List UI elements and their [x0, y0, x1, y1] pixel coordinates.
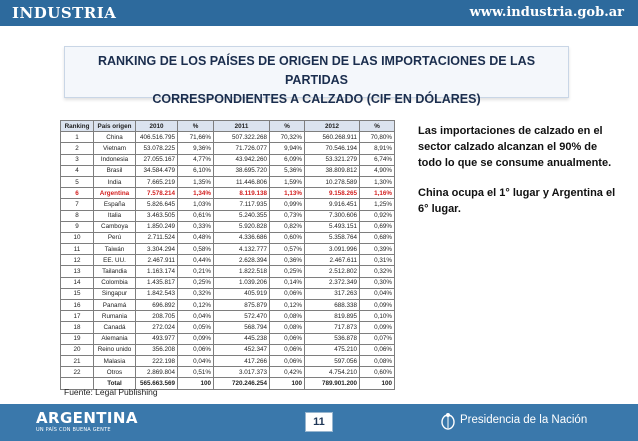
table-cell: 1.822.518: [214, 266, 270, 277]
total-cell: Total: [94, 378, 136, 389]
table-cell: 7.300.606: [305, 210, 360, 221]
table-cell: 8: [61, 210, 94, 221]
summary-paragraph-1: Las importaciones de calzado en el sector calzado alcanzan el 90% de todo lo que se consume anualmente.: [418, 125, 612, 169]
table-row: [61, 255, 395, 266]
table-cell: 475.210: [305, 344, 360, 355]
table-cell: 6,09%: [270, 154, 305, 165]
table-cell: 0,32%: [360, 266, 395, 277]
table-row: [61, 300, 395, 311]
table-cell: 0,42%: [270, 367, 305, 378]
table-cell: Indonesia: [94, 154, 136, 165]
table-cell: 493.977: [136, 333, 178, 344]
table-cell: 2.467.911: [136, 255, 178, 266]
table-cell: Tailandia: [94, 266, 136, 277]
table-cell: 0,25%: [178, 277, 214, 288]
table-cell: 560.268.911: [305, 132, 360, 143]
total-cell: 720.246.254: [214, 378, 270, 389]
total-cell: 100: [178, 378, 214, 389]
table-cell: 9.916.451: [305, 199, 360, 210]
table-cell: 417.266: [214, 355, 270, 366]
table-cell: 2.467.611: [305, 255, 360, 266]
table-cell: 507.322.268: [214, 132, 270, 143]
col-2012: 2012: [305, 121, 360, 132]
table-cell: 1,35%: [178, 176, 214, 187]
table-cell: España: [94, 199, 136, 210]
table-cell: 0,30%: [360, 277, 395, 288]
col-2010: 2010: [136, 121, 178, 132]
col-pct-2010: %: [178, 121, 214, 132]
table-cell: 452.347: [214, 344, 270, 355]
table-cell: 688.338: [305, 300, 360, 311]
table-cell: 0,99%: [270, 199, 305, 210]
table-cell: Perú: [94, 232, 136, 243]
table-cell: 9,36%: [178, 143, 214, 154]
col-pct-2012: %: [360, 121, 395, 132]
table-cell: 317.263: [305, 288, 360, 299]
table-cell: 1.435.817: [136, 277, 178, 288]
argentina-tagline: UN PAÍS CON BUENA GENTE: [36, 427, 111, 433]
table-row: [61, 344, 395, 355]
table-cell: EE. UU.: [94, 255, 136, 266]
table-cell: China: [94, 132, 136, 143]
table-cell: 21: [61, 355, 94, 366]
table-cell: 2: [61, 143, 94, 154]
table-row: [61, 232, 395, 243]
table-cell: India: [94, 176, 136, 187]
table-cell: 3.463.505: [136, 210, 178, 221]
table-cell: 0,12%: [178, 300, 214, 311]
table-row: [61, 322, 395, 333]
table-cell: 2.628.394: [214, 255, 270, 266]
table-cell: 13: [61, 266, 94, 277]
table-cell: 0,12%: [270, 300, 305, 311]
table-cell: 0,57%: [270, 244, 305, 255]
table-cell: 38.695.720: [214, 165, 270, 176]
table-cell: 0,39%: [360, 244, 395, 255]
total-cell: 100: [270, 378, 305, 389]
page-number: 11: [305, 412, 333, 432]
table-cell: Reino unido: [94, 344, 136, 355]
total-cell: 565.663.569: [136, 378, 178, 389]
table-cell: 5.493.151: [305, 221, 360, 232]
total-cell: 789.901.200: [305, 378, 360, 389]
table-cell: 0,31%: [360, 255, 395, 266]
table-cell: 0,60%: [270, 232, 305, 243]
total-cell: 100: [360, 378, 395, 389]
table-cell: 875.879: [214, 300, 270, 311]
table-cell: 0,08%: [360, 355, 395, 366]
table-cell: 0,09%: [360, 300, 395, 311]
table-cell: Vietnam: [94, 143, 136, 154]
table-cell: 0,05%: [178, 322, 214, 333]
table-row: [61, 311, 395, 322]
industria-logo: INDUSTRIA: [12, 4, 117, 22]
table-cell: 0,51%: [178, 367, 214, 378]
table-cell: 5: [61, 176, 94, 187]
col-country: País origen: [94, 121, 136, 132]
col-pct-2011: %: [270, 121, 305, 132]
site-url[interactable]: www.industria.gob.ar: [469, 5, 624, 20]
table-cell: 0,73%: [270, 210, 305, 221]
table-cell: 0,25%: [270, 266, 305, 277]
table-cell: 0,68%: [360, 232, 395, 243]
table-cell: 0,44%: [178, 255, 214, 266]
table-cell: Panamá: [94, 300, 136, 311]
title-line-1: RANKING DE LOS PAÍSES DE ORIGEN DE LAS IMPORTACIONES DE LAS PARTIDAS: [97, 54, 536, 87]
table-cell: 5.358.764: [305, 232, 360, 243]
table-cell: 11: [61, 244, 94, 255]
table-cell: 1,30%: [360, 176, 395, 187]
table-cell: 572.470: [214, 311, 270, 322]
table-cell: 1,03%: [178, 199, 214, 210]
table-cell: Colombia: [94, 277, 136, 288]
table-cell: 7.578.214: [136, 188, 178, 199]
table-cell: 0,61%: [178, 210, 214, 221]
table-row: [61, 355, 395, 366]
table-row: [61, 244, 395, 255]
table-cell: 4.754.210: [305, 367, 360, 378]
table-cell: Otros: [94, 367, 136, 378]
table-cell: Brasil: [94, 165, 136, 176]
col-2011: 2011: [214, 121, 270, 132]
table-cell: 0,08%: [270, 322, 305, 333]
table-cell: 208.705: [136, 311, 178, 322]
table-row: [61, 288, 395, 299]
table-cell: 70,80%: [360, 132, 395, 143]
table-cell: 1: [61, 132, 94, 143]
table-cell: 16: [61, 300, 94, 311]
table-cell: 22: [61, 367, 94, 378]
table-cell: 15: [61, 288, 94, 299]
table-cell: 10: [61, 232, 94, 243]
table-cell: 0,06%: [270, 333, 305, 344]
table-row: [61, 221, 395, 232]
table-cell: 34.584.479: [136, 165, 178, 176]
col-ranking: Ranking: [61, 121, 94, 132]
table-row: [61, 367, 395, 378]
table-cell: 4.132.777: [214, 244, 270, 255]
table-cell: 20: [61, 344, 94, 355]
table-cell: 0,32%: [178, 288, 214, 299]
table-cell: 1.039.206: [214, 277, 270, 288]
table-cell: 3.017.373: [214, 367, 270, 378]
table-cell: 1,34%: [178, 188, 214, 199]
table-cell: 0,09%: [178, 333, 214, 344]
table-cell: 9,94%: [270, 143, 305, 154]
table-cell: 0,08%: [270, 311, 305, 322]
presidencia-logo: Presidencia de la Nación: [460, 414, 588, 426]
table-cell: 0,14%: [270, 277, 305, 288]
table-cell: 7.665.219: [136, 176, 178, 187]
table-cell: 0,10%: [360, 311, 395, 322]
source-note: Fuente: Legal Publishing: [64, 387, 158, 397]
table-cell: 8,91%: [360, 143, 395, 154]
table-cell: 0,21%: [178, 266, 214, 277]
table-cell: 272.024: [136, 322, 178, 333]
table-cell: 53.321.279: [305, 154, 360, 165]
table-cell: 717.873: [305, 322, 360, 333]
table-cell: 5,36%: [270, 165, 305, 176]
table-cell: 0,06%: [178, 344, 214, 355]
table-cell: 406.516.795: [136, 132, 178, 143]
table-cell: 2.869.804: [136, 367, 178, 378]
table-cell: 0,07%: [360, 333, 395, 344]
table-cell: 0,06%: [270, 288, 305, 299]
table-cell: 1,13%: [270, 188, 305, 199]
table-row: [61, 132, 395, 143]
table-cell: 0,60%: [360, 367, 395, 378]
table-cell: 5.920.828: [214, 221, 270, 232]
summary-text: [418, 123, 623, 217]
table-cell: 356.208: [136, 344, 178, 355]
table-cell: 70,32%: [270, 132, 305, 143]
table-cell: 0,06%: [360, 344, 395, 355]
title-line-2: CORRESPONDIENTES A CALZADO (CIF EN DÓLARES): [152, 92, 481, 106]
table-cell: 405.919: [214, 288, 270, 299]
table-cell: 6,10%: [178, 165, 214, 176]
table-cell: 222.198: [136, 355, 178, 366]
table-cell: 0,04%: [178, 311, 214, 322]
table-cell: 0,69%: [360, 221, 395, 232]
table-cell: 9: [61, 221, 94, 232]
table-cell: 0,09%: [360, 322, 395, 333]
table-cell: 0,04%: [360, 288, 395, 299]
table-cell: 2.372.349: [305, 277, 360, 288]
table-cell: 5.826.645: [136, 199, 178, 210]
table-cell: 597.056: [305, 355, 360, 366]
table-cell: 1,16%: [360, 188, 395, 199]
table-cell: 70.546.194: [305, 143, 360, 154]
page-title: [64, 46, 569, 106]
table-cell: 0,48%: [178, 232, 214, 243]
table-row: [61, 266, 395, 277]
table-cell: Rumania: [94, 311, 136, 322]
coat-of-arms-icon: [440, 412, 456, 430]
table-cell: Argentina: [94, 188, 136, 199]
table-cell: 4,77%: [178, 154, 214, 165]
table-cell: 12: [61, 255, 94, 266]
table-cell: 2.512.802: [305, 266, 360, 277]
table-row: [61, 176, 395, 187]
table-cell: 7.117.935: [214, 199, 270, 210]
argentina-logo: ARGENTINA: [36, 409, 138, 427]
table-row: [61, 188, 395, 199]
table-cell: 696.892: [136, 300, 178, 311]
table-cell: Taiwán: [94, 244, 136, 255]
table-cell: 0,04%: [178, 355, 214, 366]
table-row: [61, 143, 395, 154]
table-cell: 445.238: [214, 333, 270, 344]
table-cell: 43.942.260: [214, 154, 270, 165]
table-cell: 10.278.589: [305, 176, 360, 187]
table-cell: 3: [61, 154, 94, 165]
table-cell: 1,25%: [360, 199, 395, 210]
table-cell: Malasia: [94, 355, 136, 366]
table-cell: Canadá: [94, 322, 136, 333]
header-bar: [0, 0, 638, 26]
table-cell: Camboya: [94, 221, 136, 232]
table-cell: 1.163.174: [136, 266, 178, 277]
table-cell: 9.158.265: [305, 188, 360, 199]
table-cell: 0,06%: [270, 355, 305, 366]
table-cell: Alemania: [94, 333, 136, 344]
table-cell: 8.119.138: [214, 188, 270, 199]
table-cell: 18: [61, 322, 94, 333]
table-row: [61, 210, 395, 221]
table-cell: 7: [61, 199, 94, 210]
ranking-table: [60, 120, 395, 390]
table-cell: 53.078.225: [136, 143, 178, 154]
table-header-row: [61, 121, 395, 132]
table-cell: 5.240.355: [214, 210, 270, 221]
table-cell: 71,66%: [178, 132, 214, 143]
table-row: [61, 165, 395, 176]
table-row: [61, 277, 395, 288]
table-cell: 11.446.806: [214, 176, 270, 187]
table-cell: Singapur: [94, 288, 136, 299]
table-cell: 0,06%: [270, 344, 305, 355]
table-cell: 1.850.249: [136, 221, 178, 232]
table-cell: 6,74%: [360, 154, 395, 165]
table-cell: 1.842.543: [136, 288, 178, 299]
table-cell: 568.794: [214, 322, 270, 333]
table-cell: 819.895: [305, 311, 360, 322]
table-cell: 4: [61, 165, 94, 176]
table-cell: 3.304.294: [136, 244, 178, 255]
table-cell: 0,92%: [360, 210, 395, 221]
table-cell: 38.809.812: [305, 165, 360, 176]
table-cell: 6: [61, 188, 94, 199]
table-cell: 2.711.524: [136, 232, 178, 243]
table-cell: 536.878: [305, 333, 360, 344]
table-cell: 3.091.996: [305, 244, 360, 255]
table-cell: 14: [61, 277, 94, 288]
table-cell: 17: [61, 311, 94, 322]
table-cell: Italia: [94, 210, 136, 221]
table-row: [61, 154, 395, 165]
table-row: [61, 333, 395, 344]
table-cell: 0,33%: [178, 221, 214, 232]
table-cell: 0,82%: [270, 221, 305, 232]
table-cell: 0,36%: [270, 255, 305, 266]
table-cell: 4.336.686: [214, 232, 270, 243]
table-cell: 27.055.167: [136, 154, 178, 165]
table-cell: 19: [61, 333, 94, 344]
table-cell: 0,58%: [178, 244, 214, 255]
table-cell: 1,59%: [270, 176, 305, 187]
table-cell: 4,90%: [360, 165, 395, 176]
summary-paragraph-2: China ocupa el 1° lugar y Argentina el 6° lugar.: [418, 187, 616, 215]
table-cell: 71.726.077: [214, 143, 270, 154]
table-row: [61, 199, 395, 210]
